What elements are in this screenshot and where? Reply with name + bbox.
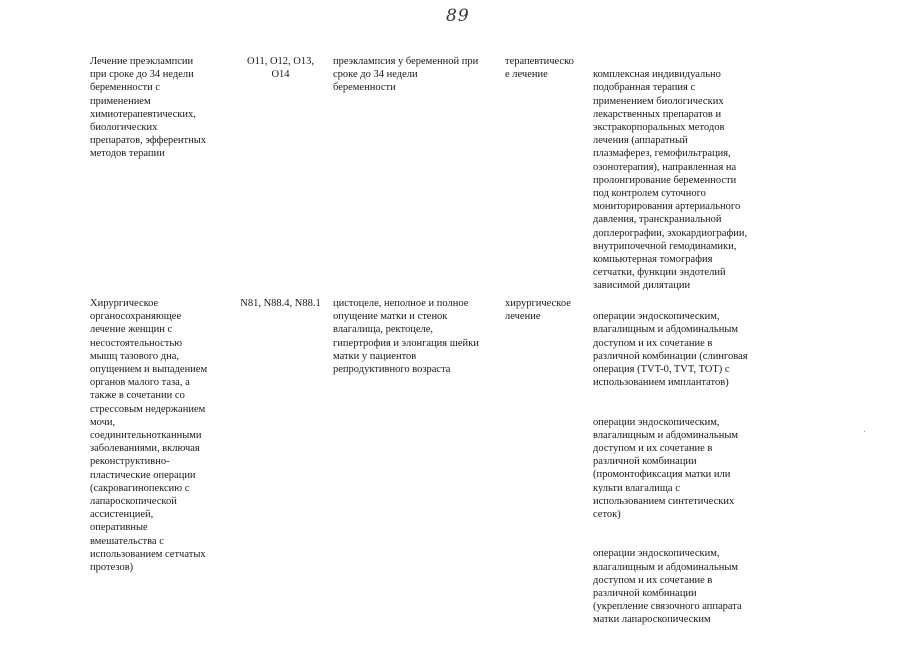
treatment-method-cell	[593, 55, 778, 319]
service-name-cell: Хирургическое органосохраняющее лечение женщин с несостоятельностью мышц тазового дна, опущением и выпадением органов малого таза, а также в сочетании со стрессовым недержанием мочи, соединительнотканными заболеваниями, включая реконструктивно- пластические операции (сакровагинопексию с лапароскопической ассистенцией, оперативные вмешательства с использованием сетчатых протезов)	[90, 298, 208, 574]
icd-codes-cell: N81, N88.4, N88.1	[240, 298, 321, 309]
scan-speck	[864, 431, 865, 432]
treatment-method-paragraph: операции эндоскопическим, влагалищным и абдоминальным доступом и их сочетание в различной комбинации (слинговая операция (TVT-0, TVT, TOT) с использованием имплантатов)	[593, 311, 748, 389]
treatment-method-paragraph: операции эндоскопическим, влагалищным и абдоминальным доступом и их сочетание в различной комбинации (укрепление связочного аппарата матки лапароскопическим	[593, 548, 742, 626]
icd-codes-cell: O11, O12, O13, O14	[247, 56, 314, 81]
treatment-type-cell: хирургическое лечение	[505, 298, 571, 323]
treatment-type-cell: терапевтическо е лечение	[505, 56, 574, 81]
treatment-method-paragraph: операции эндоскопическим, влагалищным и абдоминальным доступом и их сочетание в различной комбинации (промонтофиксация матки или культи влагалища с использованием синтетических сеток)	[593, 416, 739, 521]
service-name-cell: Лечение преэклампсии при сроке до 34 недели беременности с применением химиотерапевтических, биологических препаратов, эфферентных методов терапии	[90, 56, 207, 160]
patient-model-cell: цистоцеле, неполное и полное опущение матки и стенок влагалища, ректоцеле, гипертрофия и элонгация шейки матки у пациентов репродуктивного возраста	[333, 298, 479, 376]
patient-model-cell: преэклампсия у беременной при сроке до 34 недели беременности	[333, 56, 479, 94]
treatment-method-paragraph: комплексная индивидуально подобранная терапия с применением биологических лекарственных препаратов и экстракорпоральных методов лечения (аппаратный плазмаферез, гемофильтрация, озонотерапия), направленная на пролонгирование беременности под контролем суточного мониторирования артериального давления, транскраниальной доплерографии, эхокардиографии, внутрипочечной гемодинамики, компьютерная томография сетчатки, функции эндотелий зависимой дилятации	[593, 69, 748, 292]
page-number: 89	[446, 6, 470, 26]
treatment-method-cell	[593, 297, 778, 653]
